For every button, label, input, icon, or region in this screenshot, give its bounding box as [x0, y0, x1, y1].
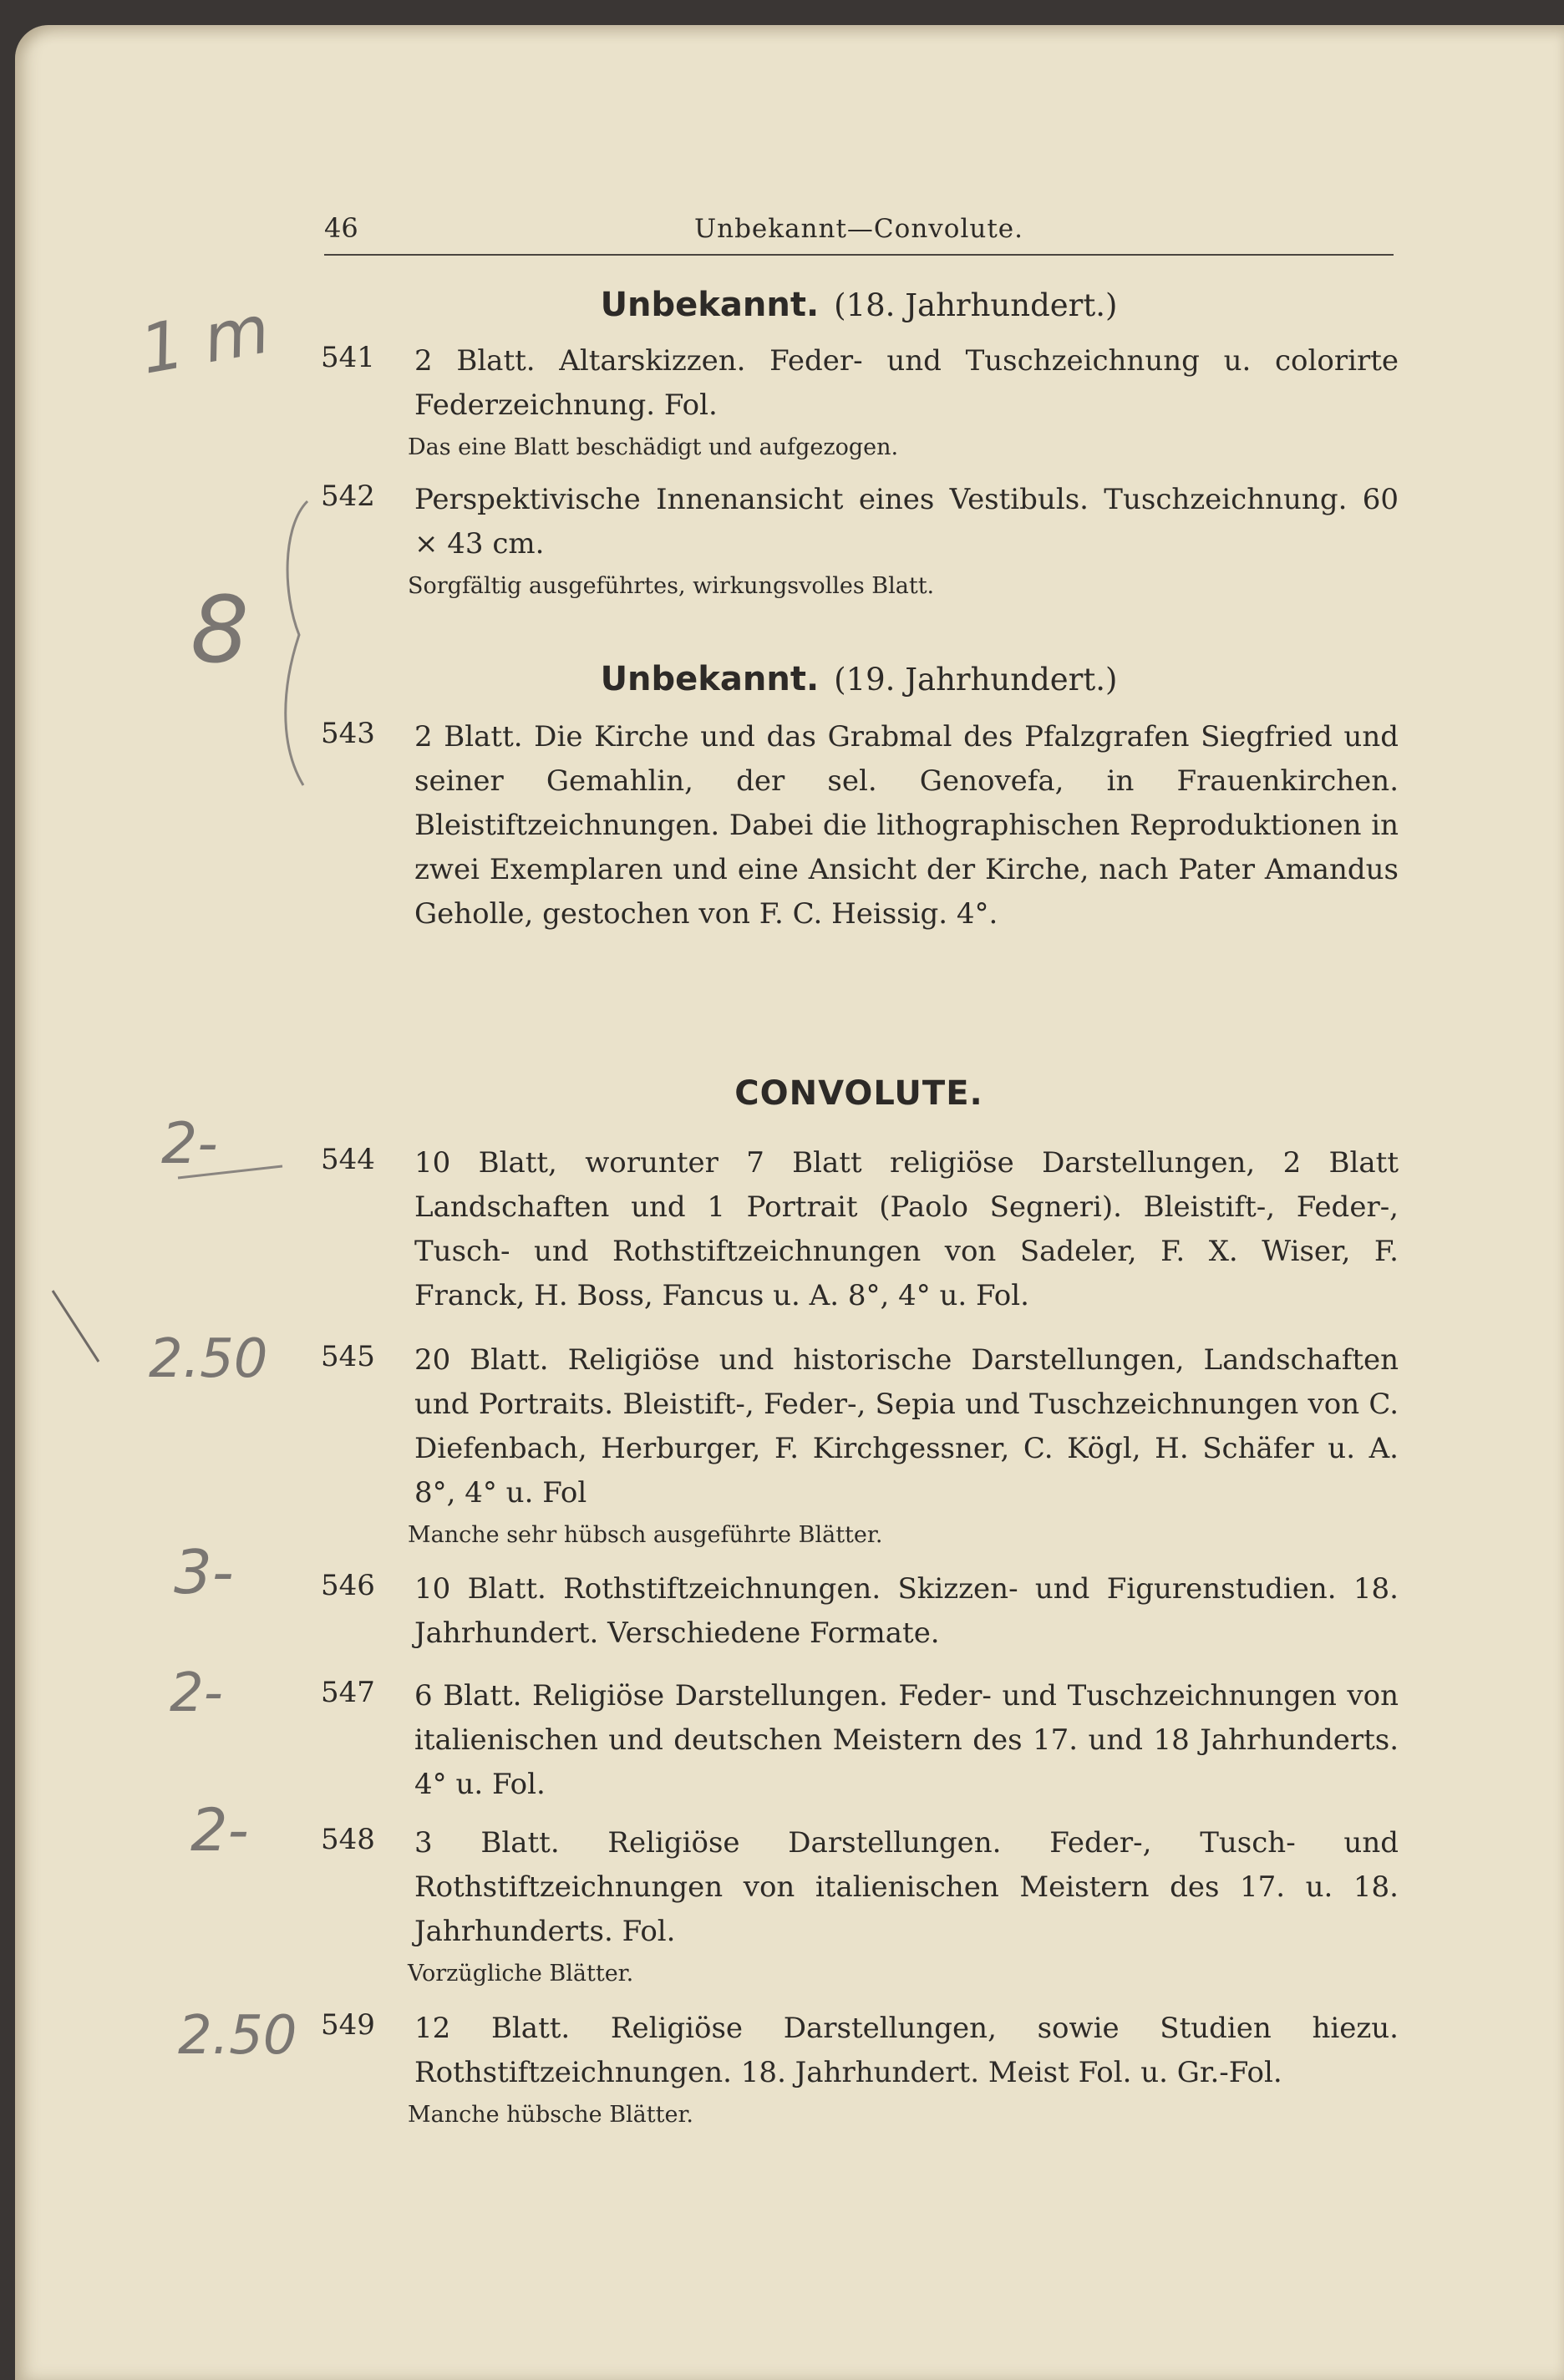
- entry-text: Perspektivische Innenansicht eines Vestibuls. Tuschzeichnung. 60 × 43 cm.: [414, 483, 1399, 561]
- entry-number: 548: [321, 1823, 375, 1856]
- entry-text: 2 Blatt. Altarskizzen. Feder- und Tuschzeichnung u. colorirte Federzeichnung. Fol.: [414, 344, 1399, 422]
- pencil-brace-mark: [266, 493, 324, 794]
- entry-number: 546: [321, 1569, 375, 1602]
- page-header: [324, 204, 1394, 256]
- entry-number: 542: [321, 480, 375, 513]
- entry-text: 12 Blatt. Religiöse Darstellungen, sowie Studien hiezu. Rothstiftzeichnungen. 18. Jahrhundert. Meist Fol. u. Gr.-Fol.: [414, 2012, 1399, 2089]
- entry-number: 549: [321, 2008, 375, 2042]
- pencil-annotation: 1 m: [135, 290, 276, 389]
- catalog-entry: [321, 1141, 1399, 1318]
- section-title: Unbekannt.: [600, 286, 820, 324]
- pencil-annotation: 8: [190, 576, 249, 683]
- entry-text: 10 Blatt, worunter 7 Blatt religiöse Darstellungen, 2 Blatt Landschaften und 1 Portrait (Paolo Segneri). Bleistift-, Feder-, Tusch- und Rothstiftzeichnungen von Sadeler, F. X. Wiser, F. Franck, H. Boss, Fancus u. A. 8°, 4° u. Fol.: [414, 1146, 1399, 1312]
- pencil-annotation: 2.50: [178, 2005, 297, 2067]
- entry-text: 3 Blatt. Religiöse Darstellungen. Feder-, Tusch- und Rothstiftzeichnungen von italienischen Meistern des 17. u. 18. Jahrhunderts. Fol.: [414, 1826, 1399, 1948]
- page-number: 46: [324, 212, 358, 244]
- section-title: Unbekannt.: [600, 660, 820, 698]
- catalog-entry: [321, 1821, 1399, 1991]
- pencil-dash-mark: [174, 1161, 291, 1186]
- entry-note: Vorzügliche Blätter.: [408, 1961, 634, 1987]
- section-heading-convolute: [324, 1074, 1394, 1113]
- entry-note: Manche hübsche Blätter.: [408, 2102, 693, 2128]
- entry-text: 10 Blatt. Rothstiftzeichnungen. Skizzen- und Figurenstudien. 18. Jahrhundert. Verschiedene Formate.: [414, 1572, 1399, 1650]
- pencil-annotation: 3-: [174, 1537, 234, 1607]
- entry-text: 6 Blatt. Religiöse Darstellungen. Feder- und Tuschzeichnungen von italienischen und deutschen Meistern des 17. und 18 Jahrhunderts. 4° u. Fol.: [414, 1679, 1399, 1801]
- catalog-entry: [321, 1674, 1399, 1807]
- catalog-entry: [321, 1338, 1399, 1552]
- pencil-annotation: 2-: [190, 1796, 249, 1865]
- entry-text: 2 Blatt. Die Kirche und das Grabmal des Pfalzgrafen Siegfried und seiner Gemahlin, der sel. Genovefa, in Frauenkirchen. Bleistiftzeichnungen. Dabei die lithographischen Reproduktionen in zwei Exemplaren und eine Ansicht der Kirche, nach Pater Amandus Geholle, gestochen von F. C. Heissig. 4°.: [414, 720, 1399, 931]
- section-heading-18th-century: [324, 286, 1394, 324]
- section-heading-19th-century: [324, 660, 1394, 698]
- pencil-annotation: 2-: [170, 1662, 223, 1724]
- section-century: (18. Jahrhundert.): [834, 287, 1118, 323]
- pencil-stroke-mark: [48, 1286, 107, 1370]
- entry-number: 543: [321, 717, 375, 750]
- catalog-entry: [321, 715, 1399, 936]
- catalog-entry: [321, 478, 1399, 603]
- entry-text: 20 Blatt. Religiöse und historische Darstellungen, Landschaften und Portraits. Bleistift-, Feder-, Sepia und Tuschzeichnungen von C. Diefenbach, Herburger, F. Kirchgessner, C. Kögl, H. Schäfer u. A. 8°, 4° u. Fol: [414, 1343, 1399, 1510]
- entry-number: 541: [321, 341, 375, 374]
- book-page: [15, 25, 1564, 2380]
- catalog-entry: [321, 1567, 1399, 1656]
- section-century: (19. Jahrhundert.): [834, 662, 1118, 698]
- entry-number: 544: [321, 1143, 375, 1176]
- catalog-entry: [321, 2007, 1399, 2132]
- entry-note: Sorgfältig ausgeführtes, wirkungsvolles Blatt.: [408, 573, 935, 599]
- section-title: CONVOLUTE.: [734, 1074, 983, 1113]
- pencil-annotation: 2-: [161, 1111, 218, 1177]
- entry-number: 545: [321, 1340, 375, 1373]
- entry-note: Das eine Blatt beschädigt und aufgezogen.: [408, 434, 899, 460]
- running-title: Unbekannt—Convolute.: [694, 214, 1023, 244]
- catalog-entry: [321, 339, 1399, 464]
- pencil-annotation: 2.50: [149, 1328, 268, 1390]
- entry-note: Manche sehr hübsch ausgeführte Blätter.: [408, 1522, 883, 1548]
- entry-number: 547: [321, 1676, 375, 1709]
